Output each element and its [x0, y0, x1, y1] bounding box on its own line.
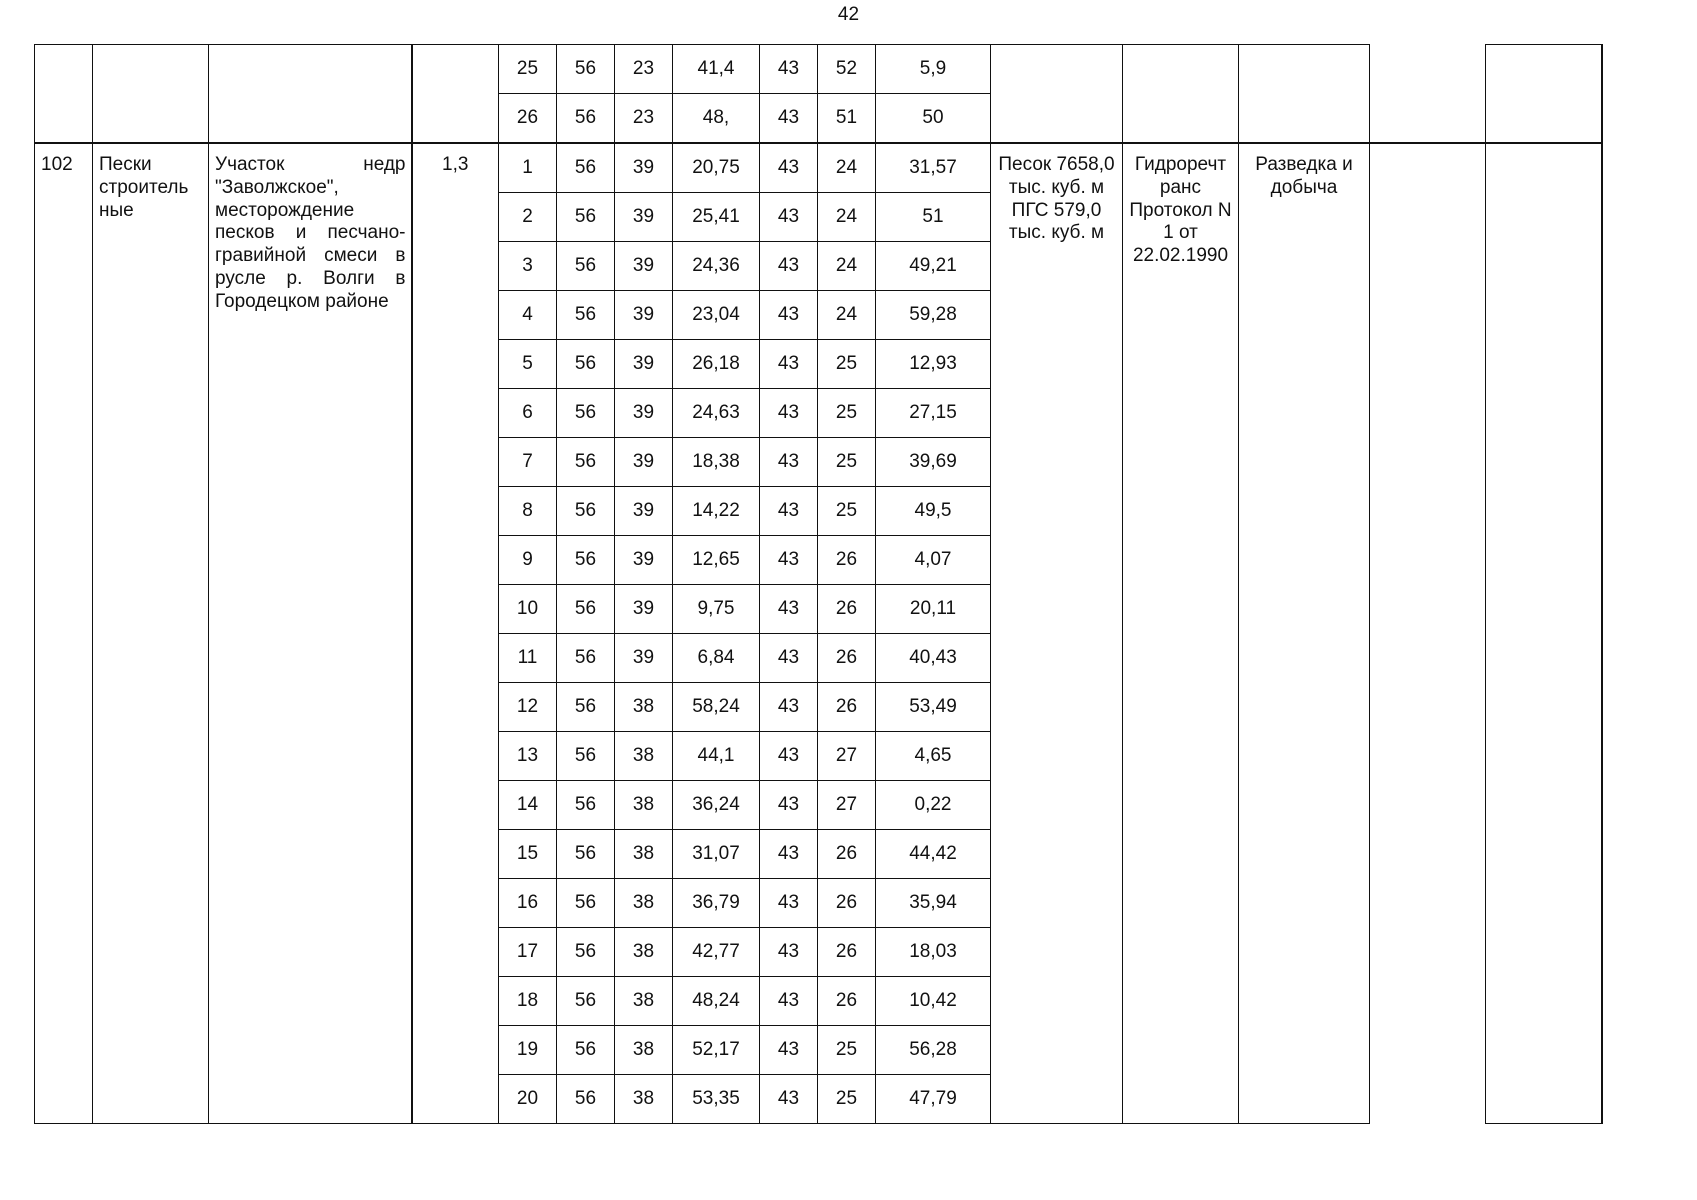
- lat-minutes-cell: 38: [615, 683, 673, 732]
- point-number-cell: 13: [499, 732, 557, 781]
- point-number-cell: 6: [499, 389, 557, 438]
- lat-minutes-cell: 39: [615, 438, 673, 487]
- point-number-cell: 18: [499, 977, 557, 1026]
- lat-seconds-cell: 24,63: [673, 389, 760, 438]
- lon-minutes-cell: 26: [818, 830, 876, 879]
- point-number-cell: 1: [499, 143, 557, 193]
- lon-degrees-cell: 43: [760, 732, 818, 781]
- lon-degrees-cell: 43: [760, 45, 818, 94]
- lat-degrees-cell: 56: [557, 536, 615, 585]
- lat-minutes-cell: 23: [615, 94, 673, 144]
- lon-seconds-cell: 49,21: [876, 242, 991, 291]
- lat-degrees-cell: 56: [557, 977, 615, 1026]
- lat-seconds-cell: 14,22: [673, 487, 760, 536]
- lat-degrees-cell: 56: [557, 781, 615, 830]
- point-number-cell: 4: [499, 291, 557, 340]
- lon-degrees-cell: 43: [760, 340, 818, 389]
- lon-seconds-cell: 40,43: [876, 634, 991, 683]
- lon-seconds-cell: 50: [876, 94, 991, 144]
- lat-seconds-cell: 25,41: [673, 193, 760, 242]
- lat-minutes-cell: 39: [615, 193, 673, 242]
- lon-seconds-cell: 12,93: [876, 340, 991, 389]
- lon-degrees-cell: 43: [760, 830, 818, 879]
- lat-degrees-cell: 56: [557, 438, 615, 487]
- lon-degrees-cell: 43: [760, 781, 818, 830]
- lat-minutes-cell: 39: [615, 143, 673, 193]
- mineral-cell: [93, 45, 209, 144]
- lat-seconds-cell: 31,07: [673, 830, 760, 879]
- lat-minutes-cell: 38: [615, 928, 673, 977]
- site-cell: Участок недр "Заволжское", месторождение песков и песчано-гравийной смеси в русле р. Волги в Городецком районе: [209, 143, 412, 1124]
- reserves-cell: [991, 45, 1123, 144]
- mineral-cell: Пески строитель ные: [93, 143, 209, 1124]
- point-number-cell: 11: [499, 634, 557, 683]
- lon-minutes-cell: 25: [818, 1075, 876, 1124]
- lat-minutes-cell: 38: [615, 1075, 673, 1124]
- lon-seconds-cell: 51: [876, 193, 991, 242]
- point-number-cell: 25: [499, 45, 557, 94]
- lat-minutes-cell: 38: [615, 732, 673, 781]
- lat-degrees-cell: 56: [557, 1026, 615, 1075]
- lon-degrees-cell: 43: [760, 683, 818, 732]
- lon-seconds-cell: 18,03: [876, 928, 991, 977]
- point-number-cell: 16: [499, 879, 557, 928]
- lat-minutes-cell: 39: [615, 487, 673, 536]
- lat-degrees-cell: 56: [557, 487, 615, 536]
- area-cell: [412, 45, 499, 144]
- lon-seconds-cell: 35,94: [876, 879, 991, 928]
- lon-minutes-cell: 26: [818, 928, 876, 977]
- lon-degrees-cell: 43: [760, 879, 818, 928]
- point-number-cell: 10: [499, 585, 557, 634]
- lon-minutes-cell: 27: [818, 732, 876, 781]
- lon-minutes-cell: 25: [818, 438, 876, 487]
- lon-minutes-cell: 26: [818, 977, 876, 1026]
- lat-seconds-cell: 26,18: [673, 340, 760, 389]
- lon-degrees-cell: 43: [760, 487, 818, 536]
- lon-seconds-cell: 10,42: [876, 977, 991, 1026]
- point-number-cell: 3: [499, 242, 557, 291]
- lat-degrees-cell: 56: [557, 94, 615, 144]
- point-number-cell: 20: [499, 1075, 557, 1124]
- lon-seconds-cell: 53,49: [876, 683, 991, 732]
- lon-seconds-cell: 0,22: [876, 781, 991, 830]
- lat-degrees-cell: 56: [557, 879, 615, 928]
- lon-minutes-cell: 26: [818, 536, 876, 585]
- lon-seconds-cell: 49,5: [876, 487, 991, 536]
- point-number-cell: 7: [499, 438, 557, 487]
- lat-degrees-cell: 56: [557, 242, 615, 291]
- lon-seconds-cell: 31,57: [876, 143, 991, 193]
- lat-degrees-cell: 56: [557, 389, 615, 438]
- lat-seconds-cell: 41,4: [673, 45, 760, 94]
- lat-degrees-cell: 56: [557, 193, 615, 242]
- table-row: [35, 45, 1602, 94]
- lon-degrees-cell: 43: [760, 94, 818, 144]
- lon-degrees-cell: 43: [760, 536, 818, 585]
- lon-minutes-cell: 24: [818, 291, 876, 340]
- lon-minutes-cell: 24: [818, 193, 876, 242]
- lat-seconds-cell: 12,65: [673, 536, 760, 585]
- lon-degrees-cell: 43: [760, 634, 818, 683]
- lon-minutes-cell: 25: [818, 340, 876, 389]
- lat-degrees-cell: 56: [557, 634, 615, 683]
- point-number-cell: 19: [499, 1026, 557, 1075]
- point-number-cell: 14: [499, 781, 557, 830]
- lat-degrees-cell: 56: [557, 1075, 615, 1124]
- lon-minutes-cell: 51: [818, 94, 876, 144]
- lon-degrees-cell: 43: [760, 193, 818, 242]
- point-number-cell: 12: [499, 683, 557, 732]
- lat-minutes-cell: 38: [615, 830, 673, 879]
- lon-seconds-cell: 4,65: [876, 732, 991, 781]
- lon-seconds-cell: 44,42: [876, 830, 991, 879]
- lat-seconds-cell: 9,75: [673, 585, 760, 634]
- lon-degrees-cell: 43: [760, 928, 818, 977]
- lat-seconds-cell: 36,79: [673, 879, 760, 928]
- purpose-cell: [1239, 45, 1370, 144]
- approval-cell: [1123, 45, 1239, 144]
- lon-degrees-cell: 43: [760, 585, 818, 634]
- lat-minutes-cell: 38: [615, 977, 673, 1026]
- lat-minutes-cell: 39: [615, 242, 673, 291]
- lat-seconds-cell: 44,1: [673, 732, 760, 781]
- lon-seconds-cell: 56,28: [876, 1026, 991, 1075]
- point-number-cell: 9: [499, 536, 557, 585]
- lon-seconds-cell: 4,07: [876, 536, 991, 585]
- lat-minutes-cell: 38: [615, 781, 673, 830]
- reserves-cell: Песок 7658,0 тыс. куб. м ПГС 579,0 тыс. куб. м: [991, 143, 1123, 1124]
- lon-seconds-cell: 59,28: [876, 291, 991, 340]
- point-number-cell: 5: [499, 340, 557, 389]
- lon-degrees-cell: 43: [760, 1075, 818, 1124]
- lat-degrees-cell: 56: [557, 683, 615, 732]
- lon-minutes-cell: 25: [818, 1026, 876, 1075]
- lon-minutes-cell: 26: [818, 634, 876, 683]
- lon-minutes-cell: 25: [818, 389, 876, 438]
- lon-degrees-cell: 43: [760, 389, 818, 438]
- lat-seconds-cell: 48,24: [673, 977, 760, 1026]
- lat-degrees-cell: 56: [557, 340, 615, 389]
- point-number-cell: 15: [499, 830, 557, 879]
- lon-minutes-cell: 24: [818, 143, 876, 193]
- lat-degrees-cell: 56: [557, 732, 615, 781]
- last-cell: [1486, 45, 1602, 144]
- lat-minutes-cell: 38: [615, 879, 673, 928]
- lat-degrees-cell: 56: [557, 585, 615, 634]
- lat-minutes-cell: 39: [615, 389, 673, 438]
- point-number-cell: 26: [499, 94, 557, 144]
- lon-seconds-cell: 5,9: [876, 45, 991, 94]
- lat-seconds-cell: 48,: [673, 94, 760, 144]
- lat-minutes-cell: 39: [615, 585, 673, 634]
- lon-seconds-cell: 39,69: [876, 438, 991, 487]
- lon-degrees-cell: 43: [760, 242, 818, 291]
- lat-minutes-cell: 39: [615, 536, 673, 585]
- lat-seconds-cell: 24,36: [673, 242, 760, 291]
- page-number: 42: [837, 4, 860, 25]
- lat-seconds-cell: 18,38: [673, 438, 760, 487]
- lat-seconds-cell: 58,24: [673, 683, 760, 732]
- record-number-cell: 102: [35, 143, 93, 1124]
- approval-cell: Гидроречт ранс Протокол N 1 от 22.02.1990: [1123, 143, 1239, 1124]
- table-row: [35, 143, 1602, 193]
- lon-degrees-cell: 43: [760, 291, 818, 340]
- lon-seconds-cell: 47,79: [876, 1075, 991, 1124]
- lat-seconds-cell: 20,75: [673, 143, 760, 193]
- point-number-cell: 2: [499, 193, 557, 242]
- lon-minutes-cell: 26: [818, 879, 876, 928]
- lon-minutes-cell: 26: [818, 683, 876, 732]
- purpose-cell: Разведка и добыча: [1239, 143, 1370, 1124]
- lat-degrees-cell: 56: [557, 291, 615, 340]
- subsoil-sites-table: [34, 44, 1603, 1124]
- point-number-cell: 8: [499, 487, 557, 536]
- lat-seconds-cell: 23,04: [673, 291, 760, 340]
- point-number-cell: 17: [499, 928, 557, 977]
- lat-seconds-cell: 6,84: [673, 634, 760, 683]
- lat-degrees-cell: 56: [557, 928, 615, 977]
- lat-degrees-cell: 56: [557, 830, 615, 879]
- lon-seconds-cell: 20,11: [876, 585, 991, 634]
- lon-degrees-cell: 43: [760, 438, 818, 487]
- lat-degrees-cell: 56: [557, 143, 615, 193]
- lat-seconds-cell: 53,35: [673, 1075, 760, 1124]
- record-number-cell: [35, 45, 93, 144]
- lat-minutes-cell: 39: [615, 340, 673, 389]
- lon-degrees-cell: 43: [760, 1026, 818, 1075]
- lon-minutes-cell: 25: [818, 487, 876, 536]
- lat-degrees-cell: 56: [557, 45, 615, 94]
- lat-seconds-cell: 52,17: [673, 1026, 760, 1075]
- last-cell: [1486, 143, 1602, 1124]
- lat-minutes-cell: 39: [615, 291, 673, 340]
- lon-degrees-cell: 43: [760, 143, 818, 193]
- lon-minutes-cell: 27: [818, 781, 876, 830]
- lon-seconds-cell: 27,15: [876, 389, 991, 438]
- lat-seconds-cell: 42,77: [673, 928, 760, 977]
- lon-minutes-cell: 26: [818, 585, 876, 634]
- lon-degrees-cell: 43: [760, 977, 818, 1026]
- area-cell: 1,3: [412, 143, 499, 1124]
- gap-cell: [1370, 143, 1486, 1124]
- lat-minutes-cell: 39: [615, 634, 673, 683]
- gap-cell: [1370, 45, 1486, 144]
- site-cell: [209, 45, 412, 144]
- lat-minutes-cell: 38: [615, 1026, 673, 1075]
- lat-minutes-cell: 23: [615, 45, 673, 94]
- lat-seconds-cell: 36,24: [673, 781, 760, 830]
- lon-minutes-cell: 24: [818, 242, 876, 291]
- lon-minutes-cell: 52: [818, 45, 876, 94]
